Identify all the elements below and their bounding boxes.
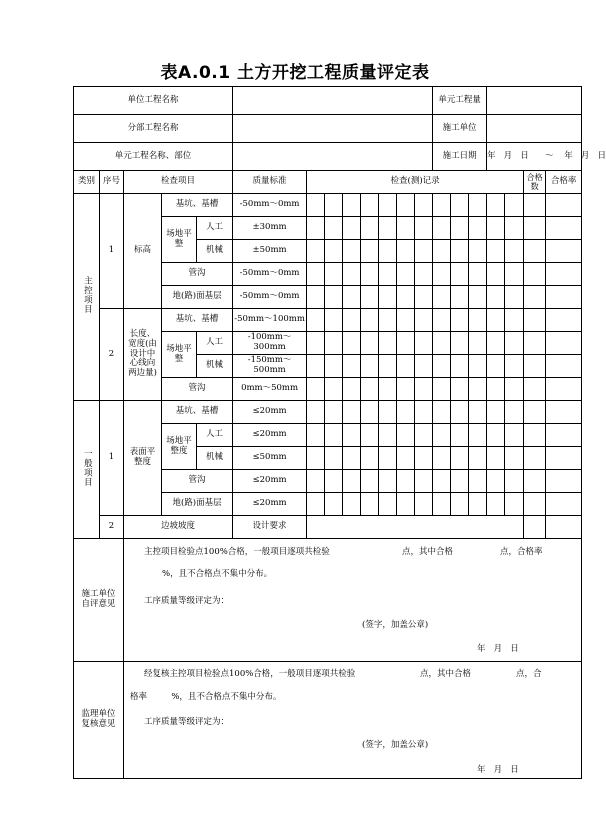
site-level-cell: 场地平整度 bbox=[162, 424, 197, 470]
opinion-date: 年 月 日 bbox=[477, 765, 519, 775]
opinion-line1b: 点，其中合格 bbox=[420, 669, 472, 679]
standard-cell: ±50mm bbox=[233, 240, 307, 263]
page-title: 表A.0.1 土方开挖工程质量评定表 bbox=[160, 63, 430, 83]
construction-opinion-content[interactable] bbox=[124, 539, 582, 662]
standard-cell: ≤20mm bbox=[233, 470, 307, 493]
standard-cell: ≤20mm bbox=[233, 401, 307, 424]
site-level-cell: 场地平整 bbox=[162, 217, 197, 263]
construction-opinion-row bbox=[74, 539, 582, 662]
unit-project-name-label: 单位工程名称 bbox=[74, 87, 233, 115]
standard-cell: -100mm～300mm bbox=[233, 332, 307, 355]
item-name-cell: 表面平整度 bbox=[124, 401, 162, 516]
col-pass-count: 合格数 bbox=[524, 171, 546, 194]
seq-cell: 1 bbox=[100, 194, 124, 309]
construction-date-value[interactable]: 年 月 日 ～ 年 月 日 bbox=[487, 143, 582, 171]
construction-date-label: 施工日期 bbox=[433, 143, 487, 171]
standard-cell: -50mm～0mm bbox=[233, 286, 307, 309]
sub-item-cell: 管沟 bbox=[162, 263, 233, 286]
element-name-location-value[interactable] bbox=[233, 143, 433, 171]
sub-item-cell: 基坑、基槽 bbox=[162, 309, 233, 332]
opinion-line1a: 经复核主控项目检验点100%合格，一般项目逐项共检验 bbox=[144, 669, 356, 679]
element-quantity-value[interactable] bbox=[487, 87, 582, 115]
sub-item-cell: 管沟 bbox=[162, 378, 233, 401]
table-row bbox=[74, 401, 582, 424]
sub-item-cell: 人工 bbox=[197, 217, 233, 240]
category-main-items: 主控项目 bbox=[74, 194, 100, 401]
opinion-date: 年 月 日 bbox=[477, 644, 519, 654]
standard-cell: -50mm～100mm bbox=[233, 309, 307, 332]
standard-cell: 0mm～50mm bbox=[233, 378, 307, 401]
supervisor-opinion-row bbox=[74, 662, 582, 779]
table-row bbox=[74, 516, 582, 539]
standard-cell: -50mm～0mm bbox=[233, 194, 307, 217]
seq-cell: 2 bbox=[100, 309, 124, 401]
col-check-item: 检查项目 bbox=[124, 171, 233, 194]
site-level-cell: 场地平整 bbox=[162, 332, 197, 378]
seq-cell: 2 bbox=[100, 516, 124, 539]
standard-cell: 设计要求 bbox=[233, 516, 307, 539]
category-general-items: 一般项目 bbox=[74, 401, 100, 539]
sub-item-cell: 人工 bbox=[197, 424, 233, 447]
seq-cell: 1 bbox=[100, 401, 124, 516]
col-category: 类别 bbox=[74, 171, 100, 194]
element-name-location-label: 单元工程名称、部位 bbox=[74, 143, 233, 171]
standard-cell: ≤20mm bbox=[233, 424, 307, 447]
opinion-line3: 工序质量等级评定为： bbox=[144, 717, 230, 727]
opinion-line2: %，且不合格点不集中分布。 bbox=[162, 569, 273, 579]
opinion-line1a: 主控项目检验点100%合格，一般项目逐项共检验 bbox=[144, 547, 330, 557]
record-cell[interactable] bbox=[307, 516, 524, 539]
standard-cell: -150mm～500mm bbox=[233, 355, 307, 378]
supervisor-opinion-label: 监理单位复核意见 bbox=[74, 662, 124, 779]
division-project-name-value[interactable] bbox=[233, 115, 433, 143]
sub-item-cell: 机械 bbox=[197, 355, 233, 378]
opinion-line3: 工序质量等级评定为： bbox=[144, 596, 230, 606]
sub-item-cell: 地(路)面基层 bbox=[162, 493, 233, 516]
sub-item-cell: 机械 bbox=[197, 447, 233, 470]
item-name-cell: 边坡坡度 bbox=[124, 516, 233, 539]
col-pass-rate: 合格率 bbox=[546, 171, 582, 194]
supervisor-opinion-content[interactable] bbox=[124, 662, 582, 779]
standard-cell: -50mm～0mm bbox=[233, 263, 307, 286]
sub-item-cell: 管沟 bbox=[162, 470, 233, 493]
item-name-cell: 标高 bbox=[124, 194, 162, 309]
opinion-line1b: 点，其中合格 bbox=[402, 547, 454, 557]
element-quantity-label: 单元工程量 bbox=[433, 87, 487, 115]
construction-unit-label: 施工单位 bbox=[433, 115, 487, 143]
opinion-line2: 格率 %，且不合格点不集中分布。 bbox=[130, 692, 282, 702]
construction-unit-value[interactable] bbox=[487, 115, 582, 143]
table-row bbox=[74, 309, 582, 332]
quality-evaluation-table bbox=[73, 86, 606, 779]
opinion-line1c: 点，合 bbox=[516, 669, 542, 679]
sub-item-cell: 人工 bbox=[197, 332, 233, 355]
standard-cell: ±30mm bbox=[233, 217, 307, 240]
sub-item-cell: 基坑、基槽 bbox=[162, 401, 233, 424]
sub-item-cell: 地(路)面基层 bbox=[162, 286, 233, 309]
item-name-cell: 长度、宽度(由设计中心线向两边量) bbox=[124, 309, 162, 401]
signature-note: (签字，加盖公章) bbox=[362, 620, 429, 630]
sub-item-cell: 基坑、基槽 bbox=[162, 194, 233, 217]
signature-note: (签字，加盖公章) bbox=[362, 740, 429, 750]
sub-item-cell: 机械 bbox=[197, 240, 233, 263]
table-row bbox=[74, 194, 582, 217]
standard-cell: ≤20mm bbox=[233, 493, 307, 516]
unit-project-name-value[interactable] bbox=[233, 87, 433, 115]
opinion-line1c: 点，合格率 bbox=[500, 547, 543, 557]
construction-opinion-label: 施工单位自评意见 bbox=[74, 539, 124, 662]
col-seq: 序号 bbox=[100, 171, 124, 194]
col-check-record: 检查(测)记录 bbox=[307, 171, 524, 194]
col-quality-standard: 质量标准 bbox=[233, 171, 307, 194]
standard-cell: ≤50mm bbox=[233, 447, 307, 470]
division-project-name-label: 分部工程名称 bbox=[74, 115, 233, 143]
